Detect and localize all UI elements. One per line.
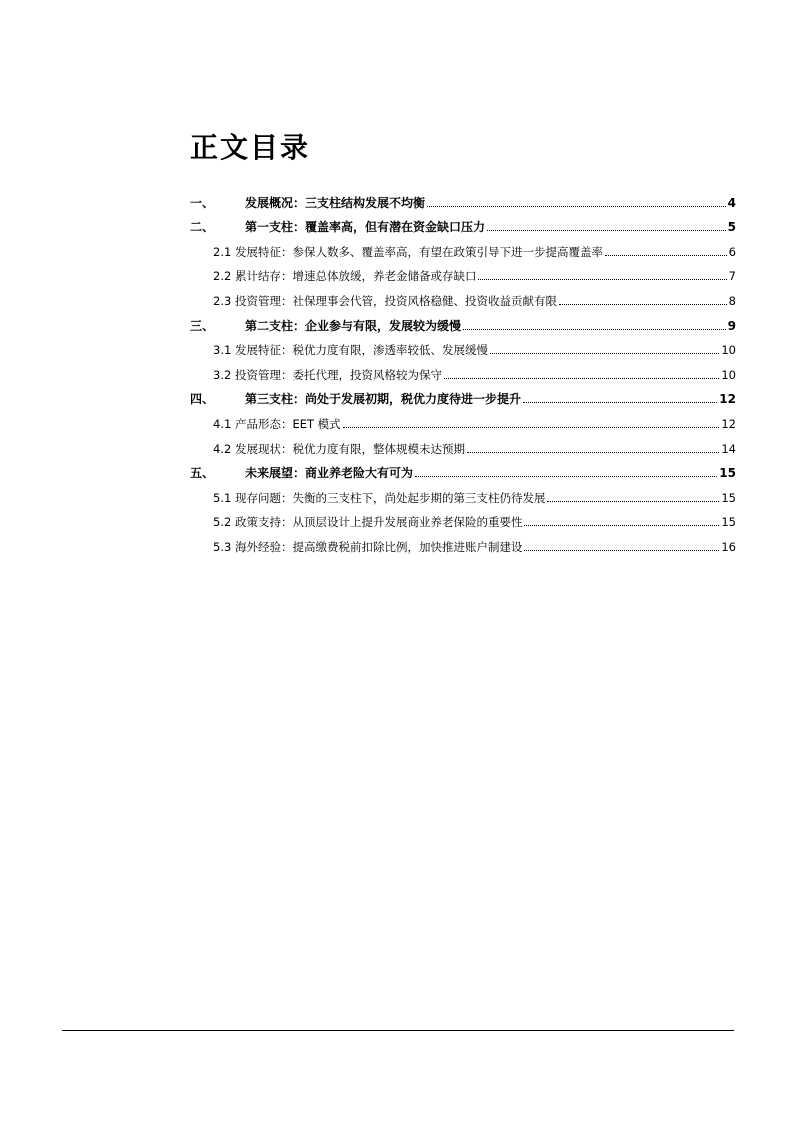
toc-entry-page: 4 <box>727 195 736 210</box>
toc-entry-title: 未来展望：商业养老险大有可为 <box>245 466 414 481</box>
page-title: 正文目录 <box>190 131 311 164</box>
toc-entry-page: 6 <box>728 244 736 259</box>
toc-entry-2[interactable] <box>190 211 736 236</box>
toc-entry-1[interactable] <box>190 186 736 211</box>
toc-dot-leader <box>524 525 719 526</box>
toc-dot-leader <box>559 304 727 305</box>
toc-entry-2-2[interactable] <box>190 260 736 285</box>
toc-entry-number: 三、 <box>190 318 215 333</box>
toc-entry-4-1[interactable] <box>190 407 736 432</box>
toc-dot-leader <box>415 476 717 477</box>
toc-entry-number: 五、 <box>190 466 215 481</box>
toc-entry-title: 5.2 政策支持：从顶层设计上提升发展商业养老保险的重要性 <box>213 515 523 530</box>
toc-entry-4-2[interactable] <box>190 432 736 457</box>
toc-entry-page: 10 <box>721 343 736 358</box>
toc-dot-leader <box>524 550 719 551</box>
toc-entry-2-3[interactable] <box>190 284 736 309</box>
toc-entry-3[interactable] <box>190 309 736 334</box>
toc-entry-number: 二、 <box>190 220 215 235</box>
toc-entry-number: 四、 <box>190 392 215 407</box>
toc-entry-title: 5.3 海外经验：提高缴费税前扣除比例，加快推进账户制建设 <box>213 539 523 554</box>
table-of-contents <box>190 186 736 555</box>
toc-entry-title: 2.3 投资管理：社保理事会代管，投资风格稳健、投资收益贡献有限 <box>213 293 557 308</box>
toc-entry-4[interactable] <box>190 383 736 408</box>
toc-entry-title: 3.1 发展特征：税优力度有限，渗透率较低、发展缓慢 <box>213 343 488 358</box>
toc-entry-number: 一、 <box>190 195 215 210</box>
toc-entry-page: 5 <box>727 220 736 235</box>
toc-entry-page: 8 <box>728 293 736 308</box>
toc-entry-page: 12 <box>721 416 736 431</box>
toc-entry-title: 发展概况：三支柱结构发展不均衡 <box>245 195 426 210</box>
toc-dot-leader <box>487 230 726 231</box>
toc-entry-page: 9 <box>727 318 736 333</box>
toc-entry-page: 12 <box>719 392 736 407</box>
toc-dot-leader <box>490 353 719 354</box>
toc-entry-page: 16 <box>721 539 736 554</box>
toc-entry-title: 5.1 现存问题：失衡的三支柱下，尚处起步期的第三支柱仍待发展 <box>213 490 546 505</box>
toc-entry-title: 第一支柱：覆盖率高，但有潜在资金缺口压力 <box>245 220 486 235</box>
toc-entry-title: 4.2 发展现状：税优力度有限，整体规模未达预期 <box>213 441 465 456</box>
toc-entry-title: 2.1 发展特征：参保人数多、覆盖率高，有望在政策引导下进一步提高覆盖率 <box>213 244 603 259</box>
toc-dot-leader <box>478 279 726 280</box>
toc-entry-2-1[interactable] <box>190 235 736 260</box>
toc-entry-page: 10 <box>721 367 736 382</box>
toc-dot-leader <box>427 206 726 207</box>
toc-entry-5-3[interactable] <box>190 530 736 555</box>
toc-entry-page: 7 <box>728 269 736 284</box>
toc-dot-leader <box>444 378 719 379</box>
toc-dot-leader <box>463 329 726 330</box>
toc-entry-title: 第三支柱：尚处于发展初期，税优力度待进一步提升 <box>245 392 522 407</box>
toc-entry-title: 2.2 累计结存：增速总体放缓，养老金储备或存缺口 <box>213 269 477 284</box>
toc-dot-leader <box>343 427 720 428</box>
toc-entry-page: 15 <box>721 515 736 530</box>
toc-entry-3-1[interactable] <box>190 334 736 359</box>
toc-entry-3-2[interactable] <box>190 358 736 383</box>
toc-dot-leader <box>467 452 719 453</box>
toc-entry-title: 4.1 产品形态：EET 模式 <box>213 416 341 431</box>
toc-entry-5-1[interactable] <box>190 481 736 506</box>
toc-dot-leader <box>523 402 717 403</box>
toc-entry-page: 15 <box>719 466 736 481</box>
footer-divider <box>62 1030 734 1031</box>
toc-entry-page: 14 <box>721 441 736 456</box>
toc-entry-title: 第二支柱：企业参与有限，发展较为缓慢 <box>245 318 462 333</box>
toc-entry-5[interactable] <box>190 457 736 482</box>
toc-dot-leader <box>547 501 719 502</box>
toc-entry-page: 15 <box>721 490 736 505</box>
toc-dot-leader <box>605 255 727 256</box>
toc-entry-title: 3.2 投资管理：委托代理，投资风格较为保守 <box>213 367 442 382</box>
toc-entry-5-2[interactable] <box>190 506 736 531</box>
